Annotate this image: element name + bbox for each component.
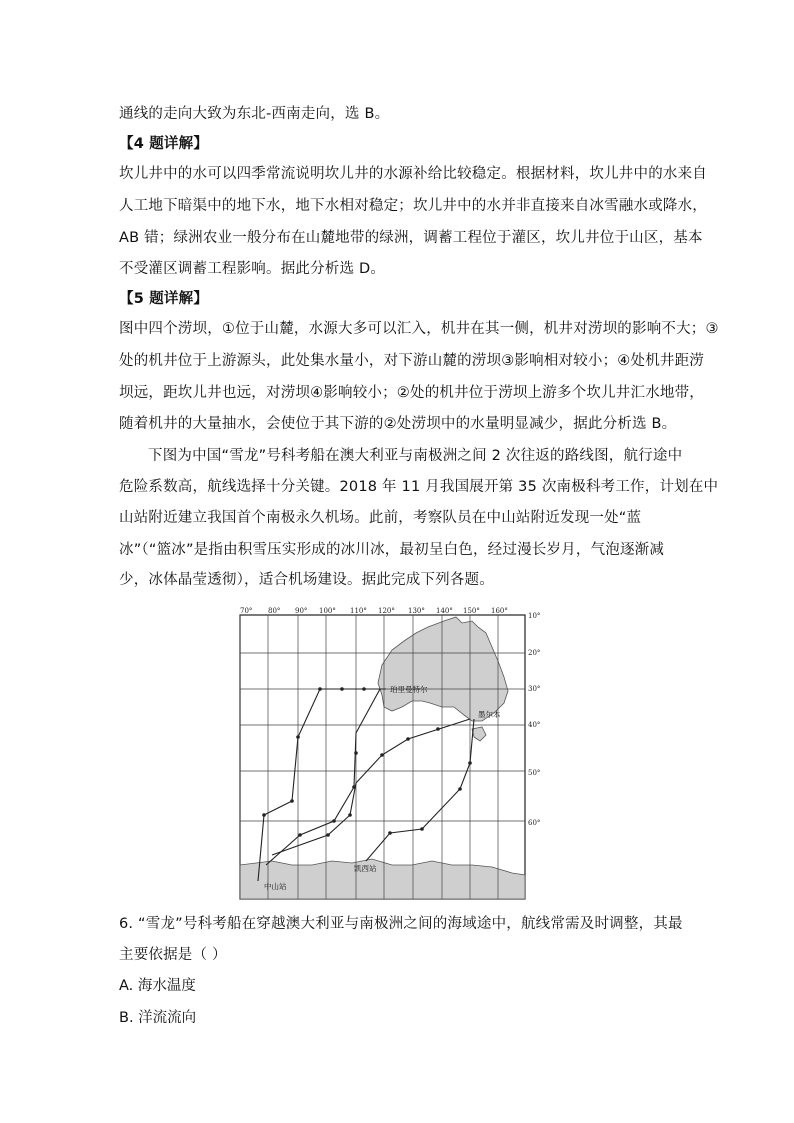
lat-label: 40° <box>528 721 541 729</box>
paragraph-line: 处的机井位于上游源头，此处集水量小，对下游山麓的涝坝③影响相对较小；④处机井距涝 <box>119 353 704 369</box>
material-line: 山站附近建立我国首个南极永久机场。此前，考察队员在中山站附近发现一处“蓝 <box>119 510 642 526</box>
lon-label: 120° <box>378 607 395 615</box>
lon-label: 100° <box>319 607 336 615</box>
paragraph-line: 图中四个涝坝，①位于山麓，水源大多可以汇入，机井在其一侧，机井对涝坝的影响不大；③ <box>119 321 719 337</box>
place-label-zhongshan: 中山站 <box>264 882 287 891</box>
route-map-svg <box>232 603 542 901</box>
material-line: 危险系数高，航线选择十分关键。2018 年 11 月我国展开第 35 次南极科考工作，计划在中 <box>119 479 719 495</box>
lon-label: 160° <box>491 607 508 615</box>
paragraph-line: AB 错；绿洲农业一般分布在山麓地带的绿洲，调蓄工程位于灌区，坎儿井位于山区，基本 <box>119 230 703 246</box>
lon-label: 90° <box>295 607 308 615</box>
paragraph-line: 随着机井的大量抽水，会使位于其下游的②处涝坝中的水量明显减少，据此分析选 B。 <box>119 416 677 432</box>
paragraph-line: 坝远，距坎儿井也远，对涝坝④影响较小；②处的机井位于涝坝上游多个坎儿井汇水地带， <box>119 385 704 401</box>
paragraph-line: 坎儿井中的水可以四季常流说明坎儿井的水源补给比较稳定。根据材料，坎儿井中的水来自 <box>119 166 707 182</box>
lat-label: 10° <box>528 612 541 620</box>
paragraph-line: 不受灌区调蓄工程影响。据此分析选 D。 <box>119 261 386 277</box>
material-line: 下图为中国“雪龙”号科考船在澳大利亚与南极洲之间 2 次往返的路线图，航行途中 <box>148 448 683 464</box>
material-line: 冰”（“篮冰”是指由积雪压实形成的冰川冰，最初呈白色，经过漫长岁月，气泡逐渐减 <box>119 542 665 558</box>
lat-label: 60° <box>528 819 541 827</box>
question-line: 6. “雪龙”号科考船在穿越澳大利亚与南极洲之间的海域途中，航线常需及时调整，其最 <box>119 916 683 932</box>
option-b[interactable]: B. 洋流流向 <box>119 1010 197 1026</box>
place-label-perth: 珀里曼特尔 <box>390 685 428 694</box>
lon-label: 140° <box>436 607 453 615</box>
lon-label: 150° <box>463 607 480 615</box>
lon-label: 130° <box>408 607 425 615</box>
route-map <box>232 603 542 901</box>
section-heading-5: 【5 题详解】 <box>119 291 209 307</box>
lon-label: 110° <box>350 607 367 615</box>
place-label-casey: 凯西站 <box>354 864 377 873</box>
lon-label: 80° <box>268 607 281 615</box>
lat-label: 20° <box>528 649 541 657</box>
section-heading-4: 【4 题详解】 <box>119 136 209 152</box>
place-label-melbourne: 墨尔本 <box>478 710 501 719</box>
lon-label: 70° <box>240 607 253 615</box>
option-a[interactable]: A. 海水温度 <box>119 978 196 994</box>
paragraph-line: 通线的走向大致为东北-西南走向，选 B。 <box>119 106 390 122</box>
lat-label: 50° <box>528 769 541 777</box>
material-line: 少，冰体晶莹透彻），适合机场建设。据此完成下列各题。 <box>119 572 494 588</box>
paragraph-line: 人工地下暗渠中的地下水，地下水相对稳定；坎儿井中的水并非直接来自冰雪融水或降水， <box>119 198 707 214</box>
lat-label: 30° <box>528 685 541 693</box>
question-line: 主要依据是（ ） <box>119 947 227 963</box>
